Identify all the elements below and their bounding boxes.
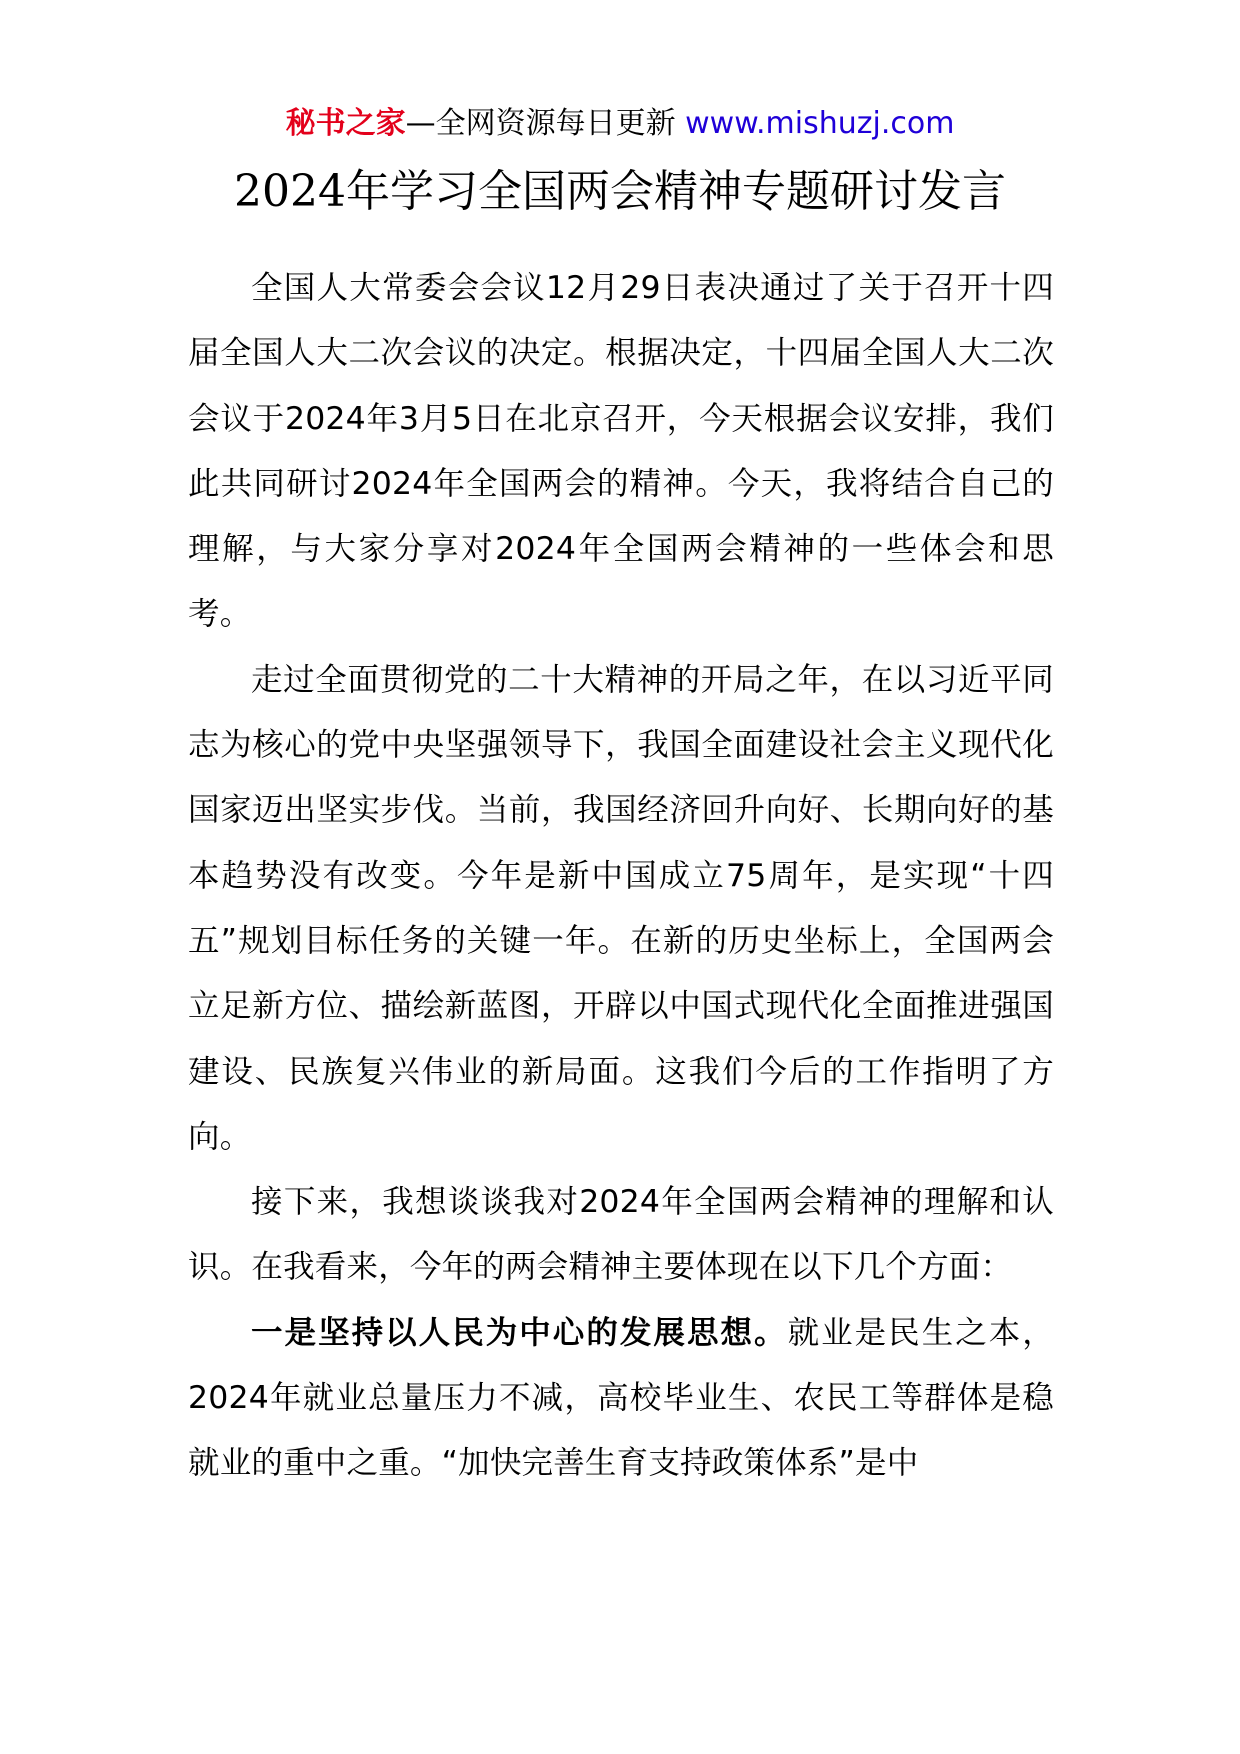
title-text: 年学习全国两会精神专题研讨发言: [345, 166, 1006, 217]
document-title: [0, 160, 1240, 224]
title-year: 2024: [234, 166, 346, 217]
brand-name: 秘书之家: [285, 106, 406, 141]
paragraph-4-text: 就业是民生之本，2024年就业总量压力不减，高校毕业生、农民工等群体是稳就业的重中之重。“加快完善生育支持政策体系”是中: [188, 1314, 1055, 1482]
paragraph-2: 走过全面贯彻党的二十大精神的开局之年，在以习近平同志为核心的党中央坚强领导下，我国全面建设社会主义现代化国家迈出坚实步伐。当前，我国经济回升向好、长期向好的基本趋势没有改变。今年是新中国成立75周年，是实现“十四五”规划目标任务的关键一年。在新的历史坐标上，全国两会立足新方位、描绘新蓝图，开辟以中国式现代化全面推进强国建设、民族复兴伟业的新局面。这我们今后的工作指明了方向。: [188, 661, 1054, 1155]
source-header: [0, 102, 1240, 146]
paragraph-1: 全国人大常委会会议12月29日表决通过了关于召开十四届全国人大二次会议的决定。根据决定，十四届全国人大二次会议于2024年3月5日在北京召开，今天根据会议安排，我们此共同研讨2024年全国两会的精神。今天，我将结合自己的理解，与大家分享对2024年全国两会精神的一些体会和思考。: [188, 270, 1054, 633]
paragraph-4: [188, 1301, 1054, 1497]
paragraph-4-lead: 一是坚持以人民为中心的发展思想。: [251, 1314, 788, 1351]
site-url-link[interactable]: www.mishuzj.com: [685, 106, 955, 141]
paragraph-3: 接下来，我想谈谈我对2024年全国两会精神的理解和认识。在我看来，今年的两会精神主要体现在以下几个方面：: [188, 1184, 1054, 1286]
document-body: [188, 256, 1054, 1497]
header-tagline: —全网资源每日更新: [405, 106, 676, 141]
